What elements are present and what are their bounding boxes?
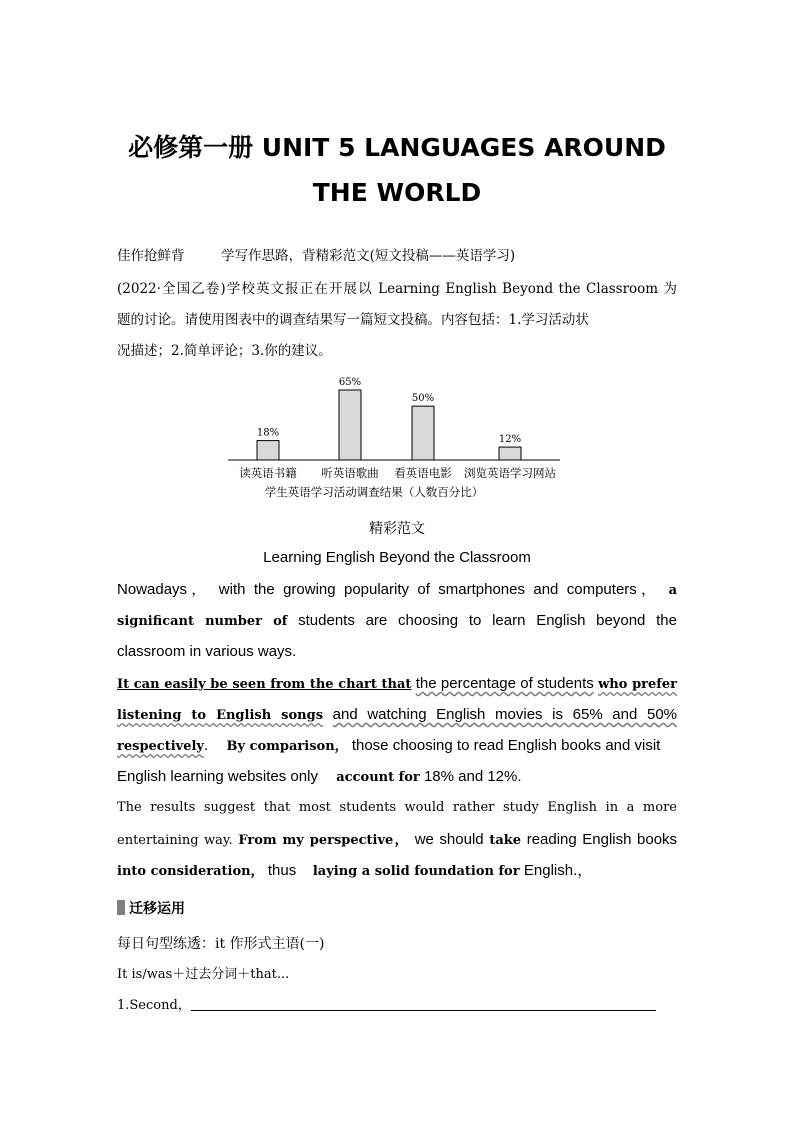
punctuation: .	[203, 737, 209, 754]
phrase-bold: a	[668, 583, 677, 598]
prompt-line-3: 况描述；2.简单评论；3.你的建议。	[117, 343, 332, 359]
essay-p2-line1	[117, 674, 677, 695]
essay-heading: 精彩范文	[369, 521, 425, 537]
section-description: 学写作思路，背精彩范文(短文投稿——英语学习)	[221, 248, 516, 264]
essay-text: the percentage of students	[415, 675, 594, 692]
phrase-bold: laying a solid foundation for	[312, 864, 520, 879]
category-label-2: 看英语电影	[394, 466, 452, 480]
essay-text: and watching English movies is 65% and 50%	[332, 706, 677, 723]
prompt-line-2: 题的讨论。请使用图表中的调查结果写一篇短文投稿。内容包括：1.学习活动状	[117, 312, 589, 328]
data-label-1: 65%	[338, 377, 362, 388]
data-label-3: 12%	[498, 434, 522, 446]
essay-p3-line2	[117, 830, 677, 851]
essay-text: we should	[414, 831, 484, 848]
essay-p3-line1: The results suggest that most students would rather study English in a more	[117, 800, 677, 815]
bar-chart	[228, 370, 568, 505]
category-label-1: 听英语歌曲	[321, 466, 379, 480]
phrase-bold: respectively	[117, 739, 204, 754]
essay-text: those choosing to read English books and visit	[351, 737, 661, 754]
phrase-bold: listening to English songs	[117, 708, 324, 723]
section-header	[117, 246, 677, 266]
phrase-bold: into consideration，	[117, 864, 264, 879]
category-label-3: 浏览英语学习网站	[464, 466, 556, 480]
essay-text: English.，	[523, 862, 593, 879]
phrase-bold: take	[489, 833, 522, 848]
phrase-bold: significant number of	[117, 614, 288, 629]
phrase-bold: By comparison，	[226, 739, 348, 754]
prompt-line-1: (2022·全国乙卷)学校英文报正在开展以 Learning English Beyond the Classroom 为	[117, 281, 677, 297]
page-title-line2: THE WORLD	[312, 178, 482, 207]
bar-3	[499, 447, 521, 460]
essay-text: students are choosing to learn English beyond the	[298, 612, 677, 629]
essay-p3-line3	[117, 861, 677, 882]
square-marker-icon	[117, 900, 125, 915]
phrase-bold: From my perspective，	[238, 833, 410, 848]
section-label: 佳作抢鲜背	[117, 248, 185, 264]
essay-text: 18% and 12%.	[423, 768, 522, 785]
essay-p2-line3	[117, 736, 677, 757]
essay-p1-line2	[117, 611, 677, 632]
essay-text: entertaining way.	[117, 833, 233, 848]
essay-p1-line3: classroom in various ways.	[117, 643, 297, 660]
essay-p1-line1	[117, 580, 677, 601]
essay-p2-line2	[117, 705, 677, 726]
essay-text: Nowadays， with the growing popularity of smartphones and computers，	[117, 581, 661, 598]
bar-1	[339, 390, 361, 460]
bar-2	[412, 406, 434, 460]
exercise-1	[117, 996, 677, 1016]
essay-text: English learning websites only	[117, 768, 318, 785]
chart-title: 学生英语学习活动调查结果（人数百分比）	[264, 485, 484, 499]
category-label-0: 读英语书籍	[239, 466, 297, 480]
sentence-pattern: It is/was＋过去分词＋that...	[117, 967, 290, 982]
essay-title: Learning English Beyond the Classroom	[263, 549, 531, 566]
essay-text: reading English books	[526, 831, 678, 848]
practice-header-text: 迁移运用	[129, 901, 185, 917]
page-title-line1: 必修第一册 UNIT 5 LANGUAGES AROUND	[128, 133, 666, 162]
data-label-0: 18%	[256, 427, 280, 439]
answer-blank[interactable]	[191, 998, 656, 1011]
data-label-2: 50%	[411, 393, 435, 405]
phrase-bold: account for	[336, 770, 420, 785]
practice-header	[117, 899, 677, 919]
essay-text: thus	[267, 862, 297, 879]
bar-0	[257, 441, 279, 460]
exercise-label: 1.Second，	[117, 998, 191, 1013]
essay-p2-line4	[117, 767, 677, 788]
phrase-bold: who prefer	[598, 677, 678, 692]
phrase-underlined: It can easily be seen from the chart that	[117, 677, 412, 692]
practice-subheader: 每日句型练透：it 作形式主语(一)	[117, 936, 325, 952]
